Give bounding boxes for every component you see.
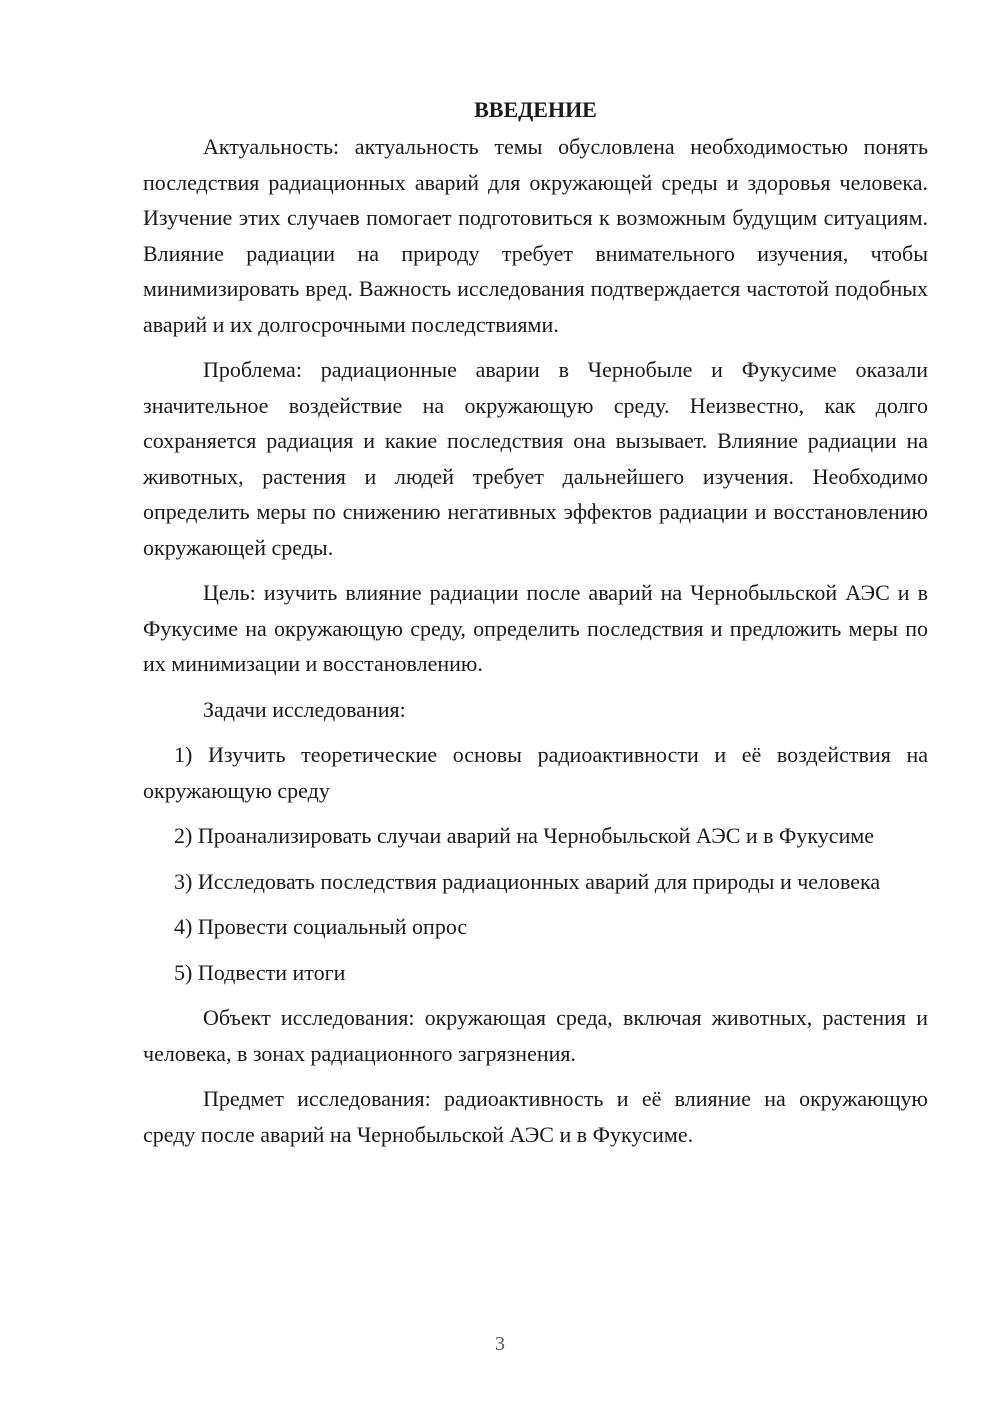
problem-paragraph: Проблема: радиационные аварии в Чернобыле и Фукусиме оказали значительное воздействие на окружающую среду. Неизвестно, как долго сохраняется радиация и какие последствия она вызывает. Влияние радиации на животных, растения и людей требует дальнейшего изучения. Необходимо определить меры по снижению негативных эффектов радиации и восстановлению окружающей среды. bbox=[143, 357, 928, 560]
tasks-label: Задачи исследования: bbox=[203, 696, 406, 722]
section-heading: ВВЕДЕНИЕ bbox=[474, 97, 597, 122]
relevance-paragraph: Актуальность: актуальность темы обусловлена необходимостью понять последствия радиационных аварий для окружающей среды и здоровья человека. Изучение этих случаев помогает подготовиться к возможным будущим ситуациям. Влияние радиации на природу требует внимательного изучения, чтобы минимизировать вред. Важность исследования подтверждается частотой подобных аварий и их долгосрочными последствиями. bbox=[143, 134, 928, 337]
task-item-2: 2) Проанализировать случаи аварий на Чернобыльской АЭС и в Фукусиме bbox=[174, 823, 875, 848]
page-number: 3 bbox=[495, 1333, 505, 1355]
task-item-1: 1) Изучить теоретические основы радиоактивности и её воздействия на окружающую среду bbox=[143, 742, 928, 803]
subject-paragraph: Предмет исследования: радиоактивность и её влияние на окружающую среду после аварий на Чернобыльской АЭС и в Фукусиме. bbox=[143, 1086, 928, 1147]
task-item-5: 5) Подвести итоги bbox=[174, 959, 346, 985]
object-paragraph: Объект исследования: окружающая среда, включая животных, растения и человека, в зонах радиационного загрязнения. bbox=[143, 1005, 928, 1066]
task-item-3: 3) Исследовать последствия радиационных аварий для природы и человека bbox=[174, 868, 881, 894]
task-item-4: 4) Провести социальный опрос bbox=[174, 914, 468, 939]
goal-paragraph: Цель: изучить влияние радиации после аварий на Чернобыльской АЭС и в Фукусиме на окружающую среду, определить последствия и предложить меры по их минимизации и восстановлению. bbox=[143, 580, 928, 676]
document-page bbox=[143, 92, 928, 1162]
tasks-list bbox=[143, 737, 928, 990]
